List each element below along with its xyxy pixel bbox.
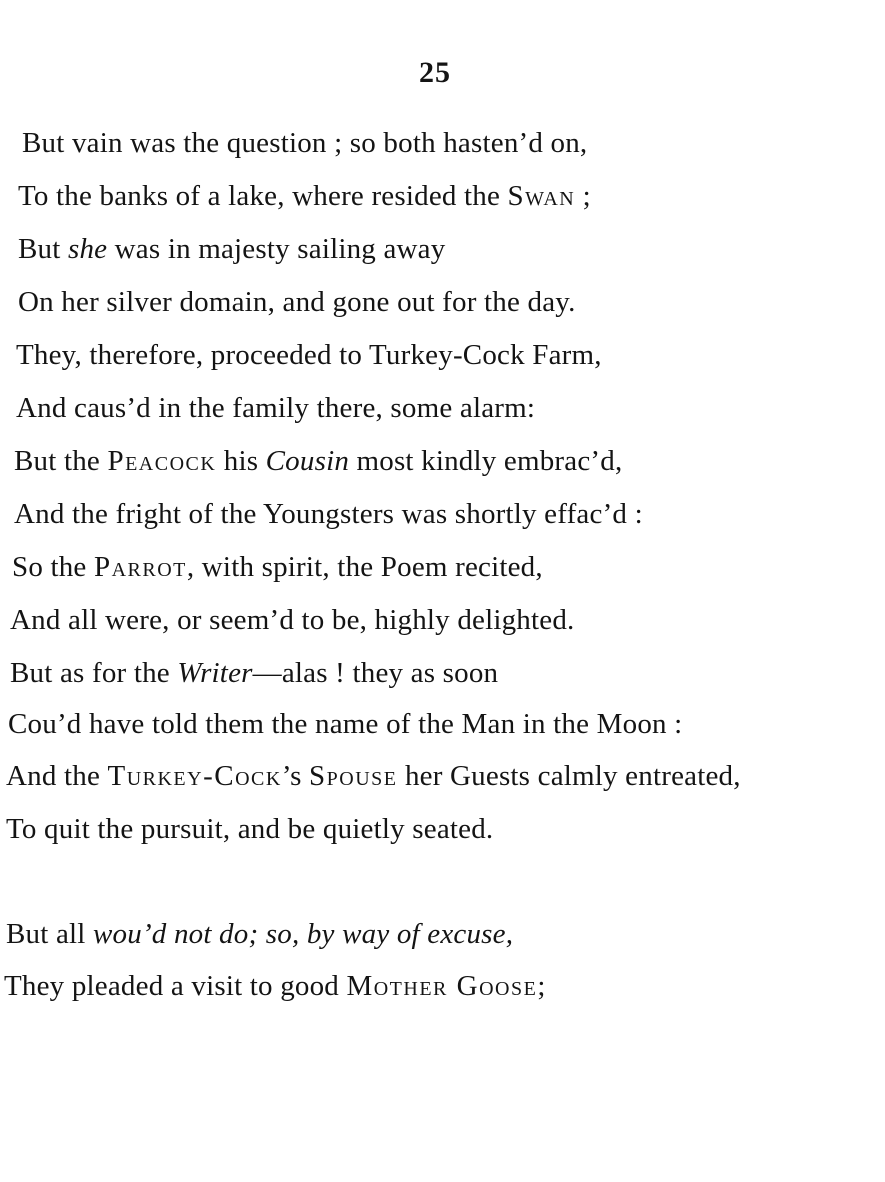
verse-text-run: , with spirit, the Poem recited, <box>186 551 543 583</box>
verse-text-run: most kindly embrac’d, <box>349 445 623 477</box>
verse-line <box>10 602 574 638</box>
verse-line <box>16 390 535 426</box>
verse-text-run: But <box>18 233 68 265</box>
verse-text-run: And the fright of the Youngsters was shortly effac’d : <box>14 498 643 530</box>
verse-text-run: Peacock <box>107 445 217 477</box>
verse-line <box>6 916 513 952</box>
verse-line <box>4 968 546 1004</box>
verse-line <box>18 284 576 320</box>
verse-text-run: ; <box>575 180 591 212</box>
verse-text-run: On her silver domain, and gone out for the day. <box>18 286 576 318</box>
verse-text-run: And the <box>6 760 108 792</box>
verse-text-run: So the <box>12 551 94 583</box>
page-number: 25 <box>419 56 451 89</box>
verse-text-run: Swan <box>507 180 576 212</box>
verse-text-run: To the banks of a lake, where resided the <box>18 180 508 212</box>
verse-text-run: was in majesty sailing away <box>107 233 446 265</box>
verse-line <box>16 337 602 373</box>
verse-text-run: They pleaded a visit to good <box>4 970 347 1002</box>
verse-text-run: Cousin <box>265 445 350 477</box>
verse-text-run: Spouse <box>309 760 398 792</box>
verse-text-run: Writer <box>177 657 253 689</box>
verse-text-run: his <box>216 445 266 477</box>
verse-text-run: And caus’d in the family there, some alarm: <box>16 392 536 424</box>
verse-text-run: But all <box>6 918 93 950</box>
verse-text-run: Cou’d have told them the name of the Man in the Moon : <box>8 708 683 740</box>
verse-line <box>18 231 445 267</box>
verse-line <box>14 496 643 532</box>
verse-text-run: But as for the <box>10 657 178 689</box>
verse-line <box>18 178 591 214</box>
verse-text-run: To quit the pursuit, and be quietly seated. <box>6 813 494 845</box>
verse-text-run: But the <box>14 445 108 477</box>
verse-text-run: —alas ! they as soon <box>252 657 499 689</box>
verse-text-run: her Guests calmly entreated, <box>397 760 741 792</box>
verse-line <box>10 655 498 691</box>
verse-text-run: Mother Goose <box>346 970 538 1002</box>
verse-line <box>12 549 543 585</box>
verse-text-run: wou’d not do; so, by way of excuse, <box>93 918 514 950</box>
verse-line <box>22 125 587 161</box>
verse-text-run: Parrot <box>93 551 187 583</box>
verse-text-run: But vain was the question ; so both hasten’d on, <box>22 127 588 159</box>
verse-line <box>14 443 622 479</box>
verse-text-run: she <box>67 233 108 265</box>
verse-text-run: ’s <box>281 760 310 792</box>
verse-text-run: ; <box>537 970 546 1002</box>
verse-text-run: And all were, or seem’d to be, highly delighted. <box>10 604 575 636</box>
verse-line <box>6 758 741 794</box>
verse-text-run: They, therefore, proceeded to Turkey-Cock Farm, <box>16 339 602 371</box>
verse-line <box>8 706 682 742</box>
verse-text-run: Turkey-Cock <box>107 760 282 792</box>
verse-line <box>6 811 493 847</box>
